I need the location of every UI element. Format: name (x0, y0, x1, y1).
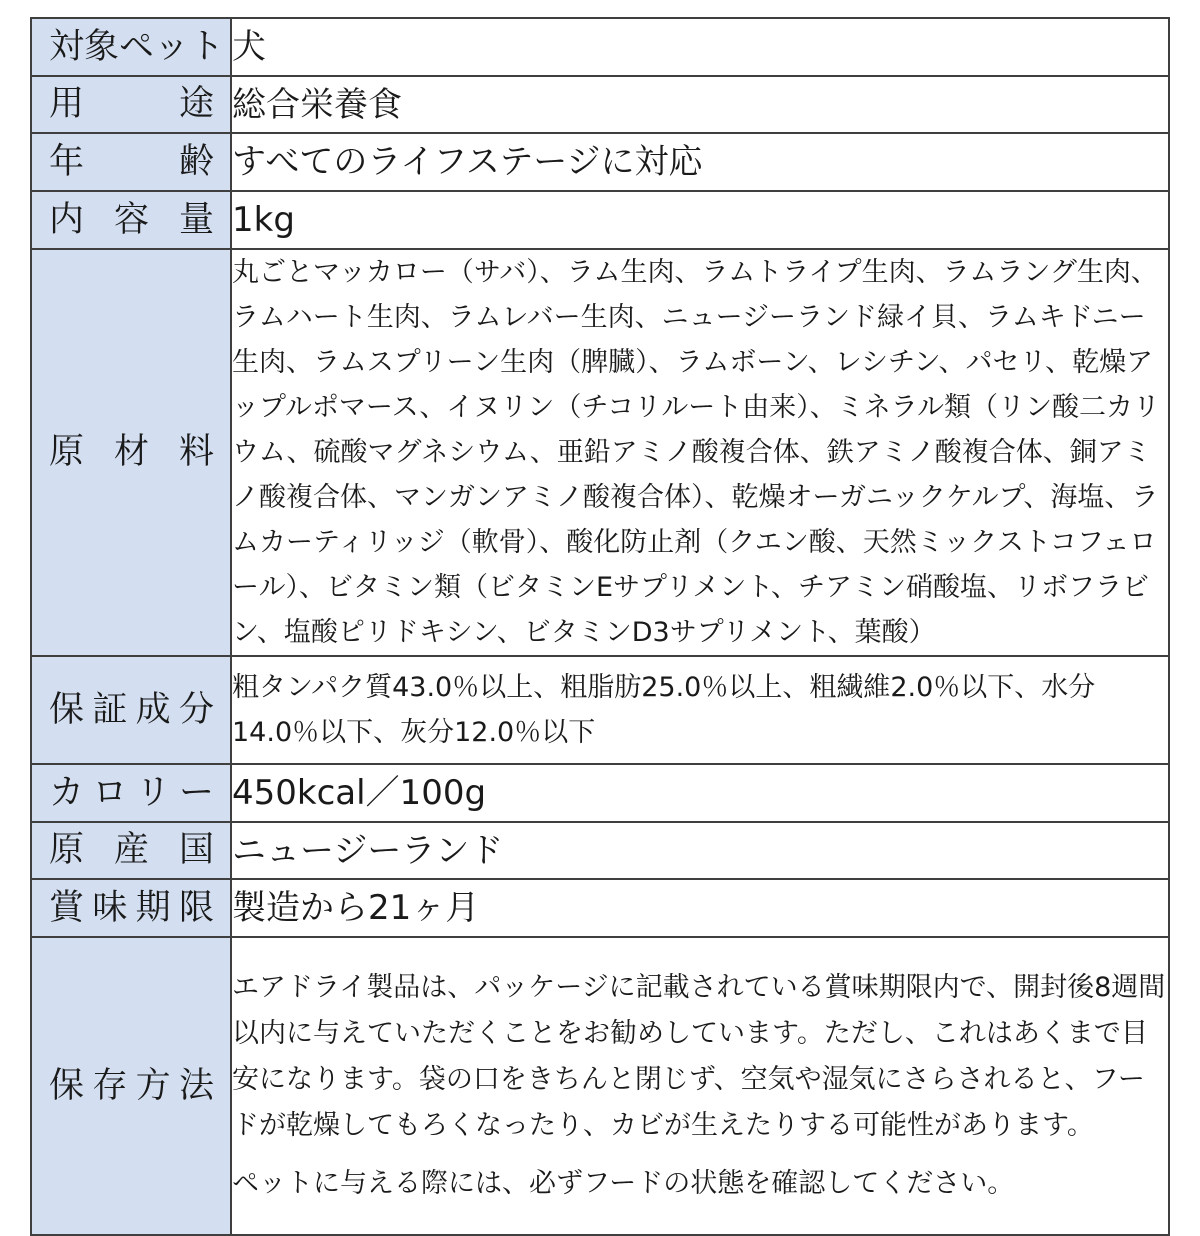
origin-value: ニュージーランド (231, 822, 1169, 879)
row-label-char: 保 (49, 689, 85, 730)
row-label (31, 133, 231, 191)
row-label-char: 限 (178, 887, 214, 928)
content-value: 1kg (231, 191, 1169, 249)
spec-row-origin (31, 822, 1169, 879)
row-label-char: 証 (92, 689, 128, 730)
row-label (31, 76, 231, 133)
row-label-char: ペ (119, 26, 155, 67)
row-label-char: 用 (49, 84, 85, 124)
row-label-char: 成 (135, 689, 171, 730)
shelf-life-value: 製造から21ヶ月 (231, 879, 1169, 937)
spec-row-content (31, 191, 1169, 249)
spec-row-age (31, 133, 1169, 191)
row-label-char: ト (189, 26, 225, 67)
spec-row-ingredients (31, 249, 1169, 656)
row-label-char: カ (49, 772, 85, 813)
row-label-char: 材 (113, 432, 149, 472)
spec-row-purpose (31, 76, 1169, 133)
row-label-char: 料 (178, 432, 214, 472)
row-label-char: 内 (49, 199, 85, 240)
row-label (31, 822, 231, 879)
row-label-char: ッ (154, 26, 190, 67)
row-label-char: 賞 (49, 887, 85, 928)
row-label-char: 容 (113, 199, 149, 240)
row-label-char: 量 (178, 199, 214, 240)
row-label-char: 途 (178, 84, 214, 124)
row-label (31, 191, 231, 249)
row-label (31, 656, 231, 764)
analysis-value: 粗タンパク質43.0％以上、粗脂肪25.0％以上、粗繊維2.0％以下、水分14.0％以下、灰分12.0％以下 (231, 656, 1169, 764)
purpose-value: 総合栄養食 (231, 76, 1169, 133)
row-label-char: 期 (135, 887, 171, 928)
row-label (31, 879, 231, 937)
row-label-char: 齢 (178, 141, 214, 182)
row-label (31, 764, 231, 822)
row-label-char: 原 (49, 432, 85, 472)
row-label-char: 産 (113, 830, 149, 870)
pet-value: 犬 (231, 18, 1169, 76)
calorie-value: 450kcal／100g (231, 764, 1169, 822)
row-label (31, 18, 231, 76)
row-label-char: 原 (49, 830, 85, 870)
storage-cell (231, 937, 1169, 1235)
row-label (31, 249, 231, 656)
spec-row-storage (31, 937, 1169, 1235)
spec-row-analysis (31, 656, 1169, 764)
product-spec-table (30, 17, 1170, 1236)
spec-row-shelf-life (31, 879, 1169, 937)
storage-text: エアドライ製品は、パッケージに記載されている賞味期限内で、開封後8週間以内に与えていただくことをお勧めしています。ただし、これはあくまで目安になります。袋の口をきちんと閉じず、空気や湿気にさらされると、フードが乾燥してもろくなったり、カビが生えたりする可能性があります。 (232, 972, 1166, 1141)
row-label-char: 保 (49, 1065, 85, 1106)
row-label-char: ロ (92, 772, 128, 813)
row-label-char: 年 (49, 141, 85, 182)
row-label-char: 方 (135, 1065, 171, 1106)
row-label-char: 分 (178, 689, 214, 730)
row-label-char: 象 (84, 26, 120, 67)
row-label-char: 対 (49, 26, 85, 67)
row-label-char: ー (178, 772, 214, 813)
ingredients-value: 丸ごとマッカロー（サバ）、ラム生肉、ラムトライプ生肉、ラムラング生肉、ラムハート生肉、ラムレバー生肉、ニュージーランド緑イ貝、ラムキドニー生肉、ラムスプリーン生肉（脾臓）、ラムボーン、レシチン、パセリ、乾燥アップルポマース、イヌリン（チコリルート由来）、ミネラル類（リン酸二カリウム、硫酸マグネシウム、亜鉛アミノ酸複合体、鉄アミノ酸複合体、銅アミノ酸複合体、マンガンアミノ酸複合体）、乾燥オーガニックケルプ、海塩、ラムカーティリッジ（軟骨）、酸化防止剤（クエン酸、天然ミックストコフェロール）、ビタミン類（ビタミンEサプリメント、チアミン硝酸塩、リボフラビン、塩酸ピリドキシン、ビタミンD3サプリメント、葉酸） (231, 249, 1169, 656)
row-label (31, 937, 231, 1235)
spec-row-pet (31, 18, 1169, 76)
row-label-char: 味 (92, 887, 128, 928)
row-label-char: リ (135, 772, 171, 813)
row-label-char: 存 (92, 1065, 128, 1106)
spec-row-calorie (31, 764, 1169, 822)
age-value: すべてのライフステージに対応 (231, 133, 1169, 191)
row-label-char: 法 (178, 1065, 214, 1106)
row-label-char: 国 (178, 830, 214, 870)
storage-note: ペットに与える際には、必ずフードの状態を確認してください。 (232, 1168, 1015, 1199)
